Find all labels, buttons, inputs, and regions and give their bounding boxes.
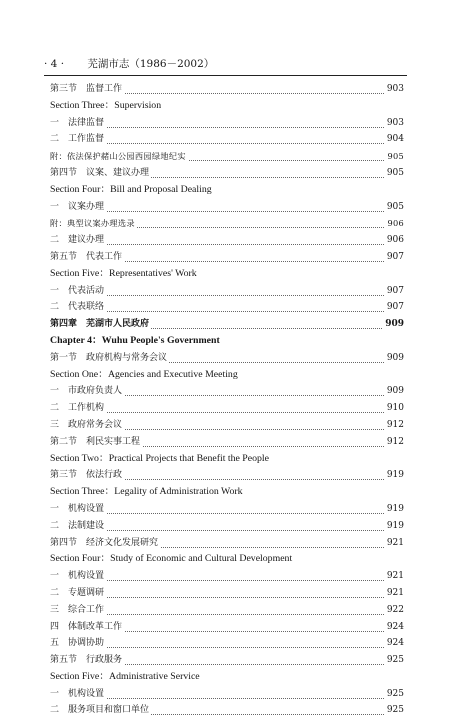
toc-entry-title: 一 机构设置 bbox=[50, 503, 105, 514]
toc-entry-page: 912 bbox=[385, 434, 404, 451]
toc-entry[interactable] bbox=[50, 367, 404, 384]
toc-entry-title: Section Two：Practical Projects that Benefit the People bbox=[50, 452, 269, 464]
toc-entry-title: 附：依法保护赭山公园西园绿地纪实 bbox=[50, 151, 186, 162]
toc-entry-title: Section One：Agencies and Executive Meeting bbox=[50, 368, 238, 380]
toc-entry[interactable] bbox=[50, 686, 404, 703]
toc-entry[interactable] bbox=[50, 652, 404, 669]
toc-entry-title: Section Five：Administrative Service bbox=[50, 670, 200, 682]
toc-entry[interactable] bbox=[50, 383, 404, 400]
toc-entry[interactable] bbox=[50, 299, 404, 316]
toc-entry-page: 906 bbox=[385, 232, 404, 249]
toc-entry-page: 905 bbox=[385, 165, 404, 182]
toc-entry-page: 909 bbox=[385, 350, 404, 367]
toc-entry-page: 919 bbox=[385, 518, 404, 535]
toc-entry-page: 925 bbox=[385, 686, 404, 703]
toc-entry-page: 922 bbox=[385, 602, 404, 619]
toc-entry-title: Section Four：Bill and Proposal Dealing bbox=[50, 183, 212, 195]
toc-entry-title: 三 政府常务会议 bbox=[50, 419, 123, 430]
toc-entry-title: Chapter 4：Wuhu People's Government bbox=[50, 334, 220, 346]
toc-entry-title: Section Three：Supervision bbox=[50, 99, 162, 111]
toc-entry-page: 909 bbox=[385, 383, 404, 400]
toc-entry-page: 919 bbox=[385, 467, 404, 484]
toc-entry[interactable] bbox=[50, 333, 404, 350]
toc-entry-title: 一 市政府负责人 bbox=[50, 386, 123, 397]
toc-entry[interactable] bbox=[50, 81, 404, 98]
toc-entry[interactable] bbox=[50, 501, 404, 518]
toc-entry-title: 二 法制建设 bbox=[50, 520, 105, 531]
toc-entry-title: 一 法律监督 bbox=[50, 117, 105, 128]
toc-entry[interactable] bbox=[50, 484, 404, 501]
toc-entry[interactable] bbox=[50, 551, 404, 568]
toc-entry[interactable] bbox=[50, 635, 404, 652]
toc-entry[interactable] bbox=[50, 451, 404, 468]
toc-entry-page: 924 bbox=[385, 619, 404, 636]
toc-entry-page: 925 bbox=[385, 702, 404, 719]
toc-entry[interactable] bbox=[50, 434, 404, 451]
toc-entry[interactable] bbox=[50, 115, 404, 132]
toc-entry-title: Section Three：Legality of Administration Work bbox=[50, 486, 243, 498]
toc-entry[interactable] bbox=[50, 249, 404, 266]
toc-entry[interactable] bbox=[50, 585, 404, 602]
toc-entry-title: 第五节 代表工作 bbox=[50, 251, 123, 262]
toc-entry-page: 904 bbox=[385, 131, 404, 148]
toc-entry-title: 一 代表活动 bbox=[50, 285, 105, 296]
toc-entry-title: 二 代表联络 bbox=[50, 302, 105, 313]
toc-entry-page: 912 bbox=[385, 417, 404, 434]
header-rule bbox=[44, 75, 407, 76]
toc-entry-page: 921 bbox=[385, 535, 404, 552]
toc-entry-title: 第一节 政府机构与常务会议 bbox=[50, 352, 168, 363]
toc-entry-page: 907 bbox=[385, 249, 404, 266]
table-of-contents bbox=[50, 81, 404, 719]
toc-entry[interactable] bbox=[50, 215, 404, 232]
toc-entry-page: 903 bbox=[385, 81, 404, 98]
toc-entry[interactable] bbox=[50, 702, 404, 719]
toc-entry-title: 一 机构设置 bbox=[50, 688, 105, 699]
toc-entry[interactable] bbox=[50, 131, 404, 148]
toc-entry-title: 五 协调协助 bbox=[50, 638, 105, 649]
toc-entry-title: 二 服务项目和窗口单位 bbox=[50, 705, 150, 716]
toc-entry-title: Section Four：Study of Economic and Cultural Development bbox=[50, 553, 293, 565]
toc-entry[interactable] bbox=[50, 669, 404, 686]
toc-entry[interactable] bbox=[50, 350, 404, 367]
book-title: 芜湖市志（1986－2002） bbox=[87, 58, 215, 70]
toc-entry-page: 925 bbox=[385, 652, 404, 669]
toc-entry-title: 附：典型议案办理选录 bbox=[50, 218, 135, 229]
toc-entry[interactable] bbox=[50, 400, 404, 417]
toc-entry-title: 二 工作机构 bbox=[50, 403, 105, 414]
toc-entry[interactable] bbox=[50, 148, 404, 165]
toc-entry-page: 919 bbox=[385, 501, 404, 518]
toc-entry[interactable] bbox=[50, 283, 404, 300]
toc-entry[interactable] bbox=[50, 602, 404, 619]
running-header bbox=[44, 57, 404, 71]
toc-entry[interactable] bbox=[50, 199, 404, 216]
toc-entry-title: 二 建议办理 bbox=[50, 235, 105, 246]
toc-entry[interactable] bbox=[50, 266, 404, 283]
toc-entry-page: 921 bbox=[385, 585, 404, 602]
toc-entry[interactable] bbox=[50, 467, 404, 484]
toc-entry-title: 一 机构设置 bbox=[50, 571, 105, 582]
toc-entry-title: 二 工作监督 bbox=[50, 134, 105, 145]
toc-entry-page: 906 bbox=[385, 215, 404, 232]
toc-entry[interactable] bbox=[50, 232, 404, 249]
toc-entry-title: Section Five：Representatives' Work bbox=[50, 267, 197, 279]
toc-entry[interactable] bbox=[50, 182, 404, 199]
toc-entry-title: 第四章 芜湖市人民政府 bbox=[50, 319, 150, 330]
toc-entry-title: 第二节 利民实事工程 bbox=[50, 436, 141, 447]
toc-entry-page: 907 bbox=[385, 299, 404, 316]
toc-entry-page: 903 bbox=[385, 115, 404, 132]
toc-entry[interactable] bbox=[50, 417, 404, 434]
toc-entry-page: 910 bbox=[385, 400, 404, 417]
toc-entry-title: 第三节 监督工作 bbox=[50, 84, 123, 94]
toc-entry[interactable] bbox=[50, 535, 404, 552]
toc-entry[interactable] bbox=[50, 518, 404, 535]
toc-entry-title: 第三节 依法行政 bbox=[50, 470, 123, 481]
page-number: · 4 · bbox=[44, 58, 65, 70]
toc-entry[interactable] bbox=[50, 165, 404, 182]
toc-entry-page: 905 bbox=[385, 199, 404, 216]
toc-entry-page: 921 bbox=[385, 568, 404, 585]
toc-entry-page: 907 bbox=[385, 283, 404, 300]
toc-entry-title: 一 议案办理 bbox=[50, 201, 105, 212]
toc-entry-title: 四 体制改革工作 bbox=[50, 621, 123, 632]
toc-entry[interactable] bbox=[50, 568, 404, 585]
toc-entry-page: 909 bbox=[383, 316, 404, 333]
toc-entry[interactable] bbox=[50, 619, 404, 636]
toc-entry-title: 三 综合工作 bbox=[50, 604, 105, 615]
toc-entry[interactable] bbox=[50, 98, 404, 115]
toc-entry-title: 第四节 议案、建议办理 bbox=[50, 167, 150, 178]
toc-entry-title: 第五节 行政服务 bbox=[50, 655, 123, 666]
toc-entry[interactable] bbox=[50, 316, 404, 333]
toc-entry-title: 二 专题调研 bbox=[50, 587, 105, 598]
toc-entry-title: 第四节 经济文化发展研究 bbox=[50, 537, 159, 548]
toc-entry-page: 905 bbox=[385, 148, 404, 165]
toc-entry-page: 924 bbox=[385, 635, 404, 652]
